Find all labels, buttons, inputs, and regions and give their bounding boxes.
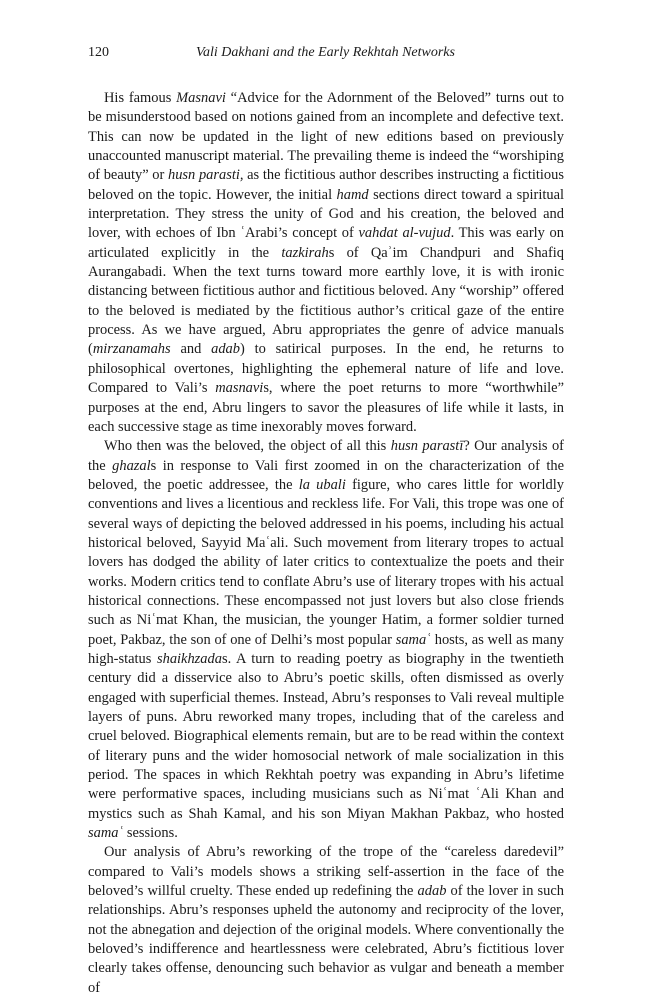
paragraph (88, 89, 564, 437)
text-run: sessions. (123, 825, 178, 842)
text-run: His famous (104, 90, 177, 106)
italic-term: husn parastī (390, 438, 464, 455)
book-title: Vali Dakhani and the Early Rekhtah Networks (196, 45, 455, 60)
text-run: Our analysis of Abru’s reworking of the trope of the “careless daredevil” compared to Vali’s models shows a striking self-assertion in the face of the beloved’s willful cruelty. These ended up redefining the (88, 844, 564, 900)
italic-term: ghazal (112, 457, 151, 474)
running-head (88, 43, 564, 63)
text-run: Who then was the beloved, the object of all this (104, 438, 391, 455)
text-run: . This was early on articulated explicitly in the (88, 225, 564, 261)
page-number: 120 (88, 45, 109, 60)
italic-term: hamd (336, 186, 369, 203)
text-run: of the lover in such relationships. Abru’s responses upheld the autonomy and reciprocity of the lover, not the abnegation and dejection of the original models. Where conventionally the beloved’s indifference and heartlessness were celebrated, Abru’s fictitious lover clearly takes offense, denouncing such behavior as vulgar and beneath a member of (88, 883, 564, 996)
text-run: as the fictitious author describes instructing a fictitious beloved on the topic. However, the initial (88, 167, 564, 203)
text-run: s in response to Vali first zoomed in on the characterization of the beloved, the poetic addressee, the (88, 457, 565, 493)
italic-term: shaikhzada (156, 650, 222, 667)
text-run: and (170, 341, 212, 358)
text-run: ? Our analysis of the (88, 438, 564, 474)
italic-term: la ubali (298, 476, 346, 493)
italic-term: adab (417, 883, 447, 900)
italic-term: Masnavi (176, 90, 226, 106)
italic-term: mirzanamahs (92, 341, 171, 358)
text-run: “Advice for the Adornment of the Beloved” turns out to be misunderstood based on notions gained from an incomplete and defective text. This can now be updated in the light of new editions based on previously unaccounted manuscript material. The prevailing theme is indeed the “worshiping of beauty” or (88, 90, 564, 184)
text-run: s. A turn to reading poetry as biography in the twentieth century did a disservice also to Abru’s poetic skills, often dismissed as overly engaged with superficial themes. Instead, Abru’s responses to Vali reveal multiple layers of puns. Abru reworked many tropes, including that of the careless and cruel beloved. Biographical elements remain, but are to be read within the context of literary puns and the wider homosocial network of male socialization in this period. The spaces in which Rekhtah poetry was expanding in Abru’s lifetime were performative spaces, including musicians such as Niʿmat ʿAli Khan and mystics such as Shah Kamal, and his son Miyan Makhan Pakbaz, who hosted (88, 650, 564, 822)
paragraph (88, 437, 564, 843)
text-run: hosts, as well as many high-status (88, 631, 565, 667)
italic-term: samaʿ (88, 825, 124, 842)
text-run: ) to satirical purposes. In the end, he returns to philosophical overtones, highlighting the ephemeral nature of life and love. Compared to Vali’s (88, 341, 564, 397)
italic-term: masnavi (215, 380, 264, 397)
body-text (88, 89, 564, 998)
text-run: s of Qaʾim Chandpuri and Shafiq Aurangabadi. When the text turns toward more earthly love, it is with ironic distancing between fictitious author and fictitious beloved. Any “worship” offered to the beloved is mediated by the fictitious author’s critical gaze of the entire process. As we have argued, Abru appropriates the genre of advice manuals ( (88, 244, 564, 358)
text-run: s, where the poet returns to more “worthwhile” purposes at the end, Abru lingers to savor the pleasures of life while it lasts, in each successive stage as time inexorably moves forward. (88, 380, 564, 435)
italic-term: husn parasti, (167, 167, 244, 184)
italic-term: tazkirah (281, 244, 329, 261)
italic-term: samaʿ (395, 631, 431, 648)
italic-term: vahdat al-vujud (358, 225, 451, 242)
italic-term: adab (211, 341, 240, 358)
text-run: figure, who cares little for worldly conventions and lives a licentious and reckless life. For Vali, this trope was one of several ways of depicting the beloved addressed in his poems, including his actual historical beloved, Sayyid Maʿali. Such movement from literary tropes to actual lovers has dodged the ability of later critics to contextualize the poets and their works. Modern critics tend to conflate Abru’s use of literary tropes with his actual historical connections. These encompassed not just lovers but also close friends such as Niʿmat Khan, the musician, the younger Hatim, a former soldier turned poet, Pakbaz, the son of one of Delhi’s most popular (88, 476, 564, 648)
text-run: sections direct toward a spiritual interpretation. They stress the unity of God and his creation, the beloved and lover, with echoes of Ibn ʿArabi’s concept of (88, 186, 564, 242)
